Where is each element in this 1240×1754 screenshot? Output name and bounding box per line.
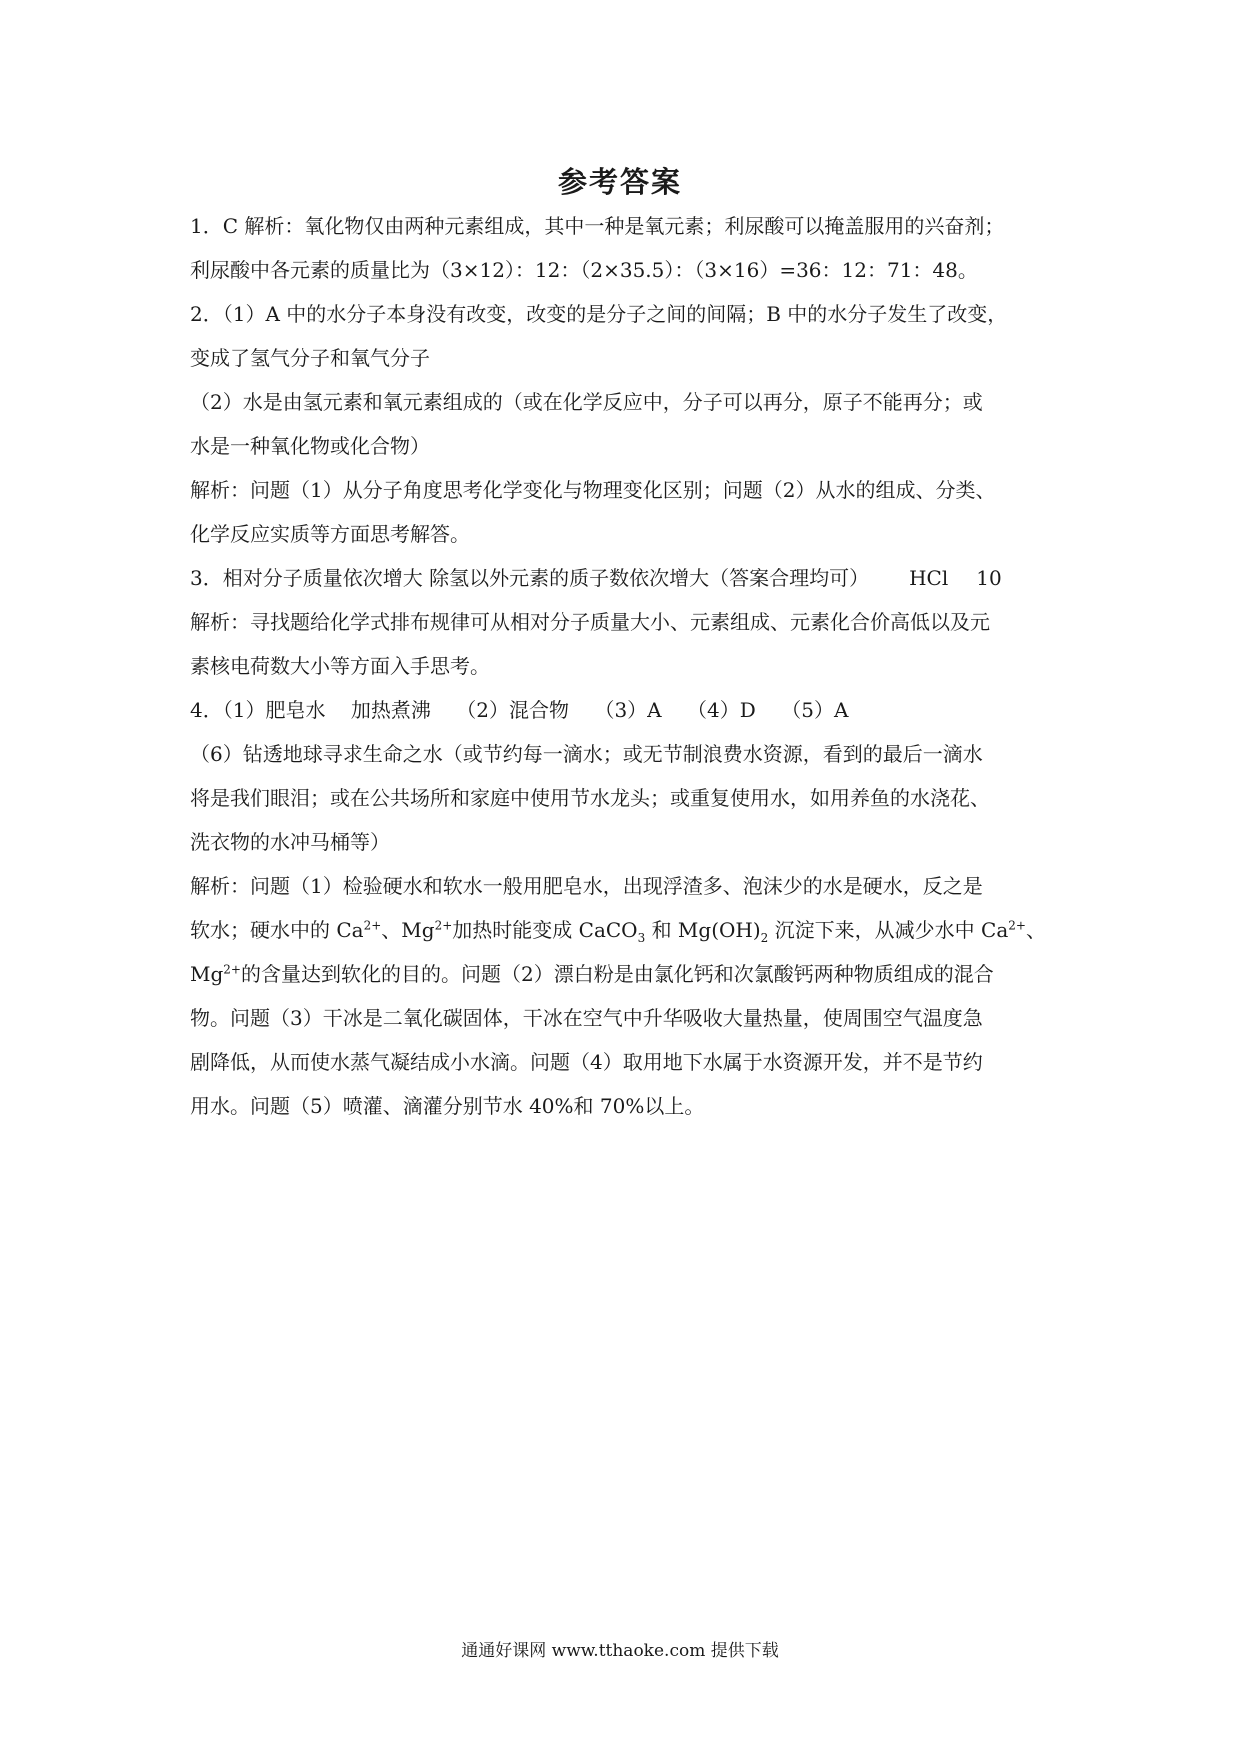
q3-answer-line [190, 556, 1060, 600]
q4-line: 物。问题（3）干冰是二氧化碳固体，干冰在空气中升华吸收大量热量，使周围空气温度急 [190, 1006, 983, 1030]
text-run: 加热时能变成 CaCO [452, 918, 638, 942]
subscript: 3 [637, 931, 646, 945]
q4-line: 用水。问题（5）喷灌、滴灌分别节水 40%和 70%以上。 [190, 1094, 705, 1118]
text-run: 和 Mg(OH) [645, 918, 761, 942]
superscript: 2+ [1008, 918, 1026, 933]
text-run: Mg [190, 962, 224, 986]
q1-line: 1．C 解析：氧化物仅由两种元素组成，其中一种是氧元素；利尿酸可以掩盖服用的兴奋剂； [190, 214, 1005, 238]
q2-line: （2）水是由氢元素和氧元素组成的（或在化学反应中，分子可以再分，原子不能再分；或 [190, 390, 983, 414]
q4-line: 4．（1）肥皂水 加热煮沸 （2）混合物 （3）A （4）D （5）A [190, 698, 849, 722]
q2-line: 变成了氢气分子和氧气分子 [190, 346, 430, 370]
q2-line: 2．（1）A 中的水分子本身没有改变，改变的是分子之间的间隔；B 中的水分子发生了改变， [190, 302, 1008, 326]
q3-formula: HCl [909, 566, 949, 590]
text-run: 沉淀下来，从减少水中 Ca [768, 918, 1009, 942]
superscript: 2+ [363, 918, 382, 933]
page-title: 参考答案 [557, 165, 682, 199]
text-run: 、 [1025, 918, 1046, 942]
q2-line: 解析：问题（1）从分子角度思考化学变化与物理变化区别；问题（2）从水的组成、分类、 [190, 478, 996, 502]
q2-line: 水是一种氧化物或化合物） [190, 434, 430, 458]
text-run: 的含量达到软化的目的。问题（2）漂白粉是由氯化钙和次氯酸钙两种物质组成的混合 [240, 962, 994, 986]
q4-line: （6）钻透地球寻求生命之水（或节约每一滴水；或无节制浪费水资源，看到的最后一滴水 [190, 742, 983, 766]
answers-content [190, 204, 1060, 1128]
q1-line: 利尿酸中各元素的质量比为（3×12）：12：（2×35.5）：（3×16）=36：12：71：48。 [190, 258, 978, 282]
superscript: 2+ [434, 918, 453, 933]
q3-line: 解析：寻找题给化学式排布规律可从相对分子质量大小、元素组成、元素化合价高低以及元 [190, 610, 990, 634]
text-run: 、Mg [381, 918, 435, 942]
q4-line: 解析：问题（1）检验硬水和软水一般用肥皂水，出现浮渣多、泡沫少的水是硬水，反之是 [190, 874, 983, 898]
page-footer: 通通好课网 www.tthaoke.com 提供下载 [461, 1641, 779, 1661]
q4-line: 剧降低，从而使水蒸气凝结成小水滴。问题（4）取用地下水属于水资源开发，并不是节约 [190, 1050, 983, 1074]
q3-number: 10 [976, 566, 1002, 590]
q3-line: 素核电荷数大小等方面入手思考。 [190, 654, 490, 678]
q4-chem-line [190, 952, 1060, 996]
q4-line: 洗衣物的水冲马桶等） [190, 830, 390, 854]
superscript: 2+ [223, 962, 241, 977]
q4-line: 将是我们眼泪；或在公共场所和家庭中使用节水龙头；或重复使用水，如用养鱼的水浇花、 [190, 786, 990, 810]
q2-line: 化学反应实质等方面思考解答。 [190, 522, 470, 546]
q3-answer: 3．相对分子质量依次增大 除氢以外元素的质子数依次增大（答案合理均可） [190, 566, 870, 590]
subscript: 2 [760, 931, 769, 945]
text-run: 软水；硬水中的 Ca [190, 918, 364, 942]
q4-chem-line [190, 908, 1060, 952]
